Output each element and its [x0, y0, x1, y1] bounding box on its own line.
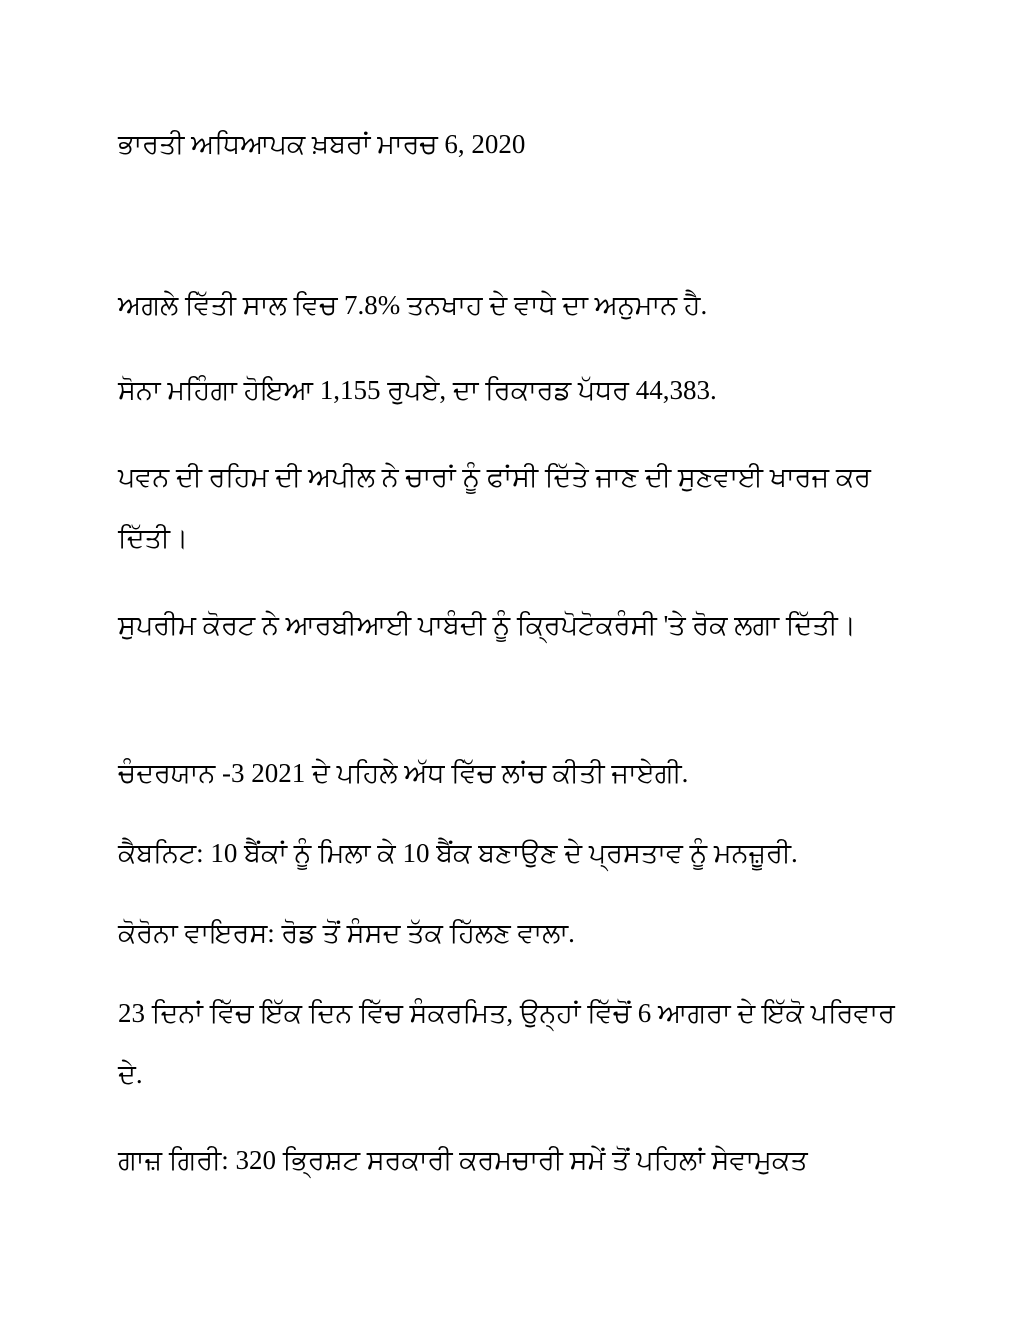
- news-item: ਪਵਨ ਦੀ ਰਹਿਮ ਦੀ ਅਪੀਲ ਨੇ ਚਾਰਾਂ ਨੂੰ ਫਾਂਸੀ ਦਿੱਤੇ ਜਾਣ ਦੀ ਸੁਣਵਾਈ ਖਾਰਜ ਕਰ ਦਿੱਤੀ।: [118, 462, 871, 553]
- news-item: ਕੈਬਨਿਟ: 10 ਬੈਂਕਾਂ ਨੂੰ ਮਿਲਾ ਕੇ 10 ਬੈਂਕ ਬਣਾਉਣ ਦੇ ਪ੍ਰਸਤਾਵ ਨੂੰ ਮਨਜ਼ੂਰੀ.: [118, 838, 798, 868]
- news-item: ਕੋਰੋਨਾ ਵਾਇਰਸ: ਰੋਡ ਤੋਂ ਸੰਸਦ ਤੱਕ ਹਿੱਲਣ ਵਾਲਾ.: [118, 918, 575, 948]
- news-item: 23 ਦਿਨਾਂ ਵਿੱਚ ਇੱਕ ਦਿਨ ਵਿੱਚ ਸੰਕਰਮਿਤ, ਉਨ੍ਹਾਂ ਵਿੱਚੋਂ 6 ਆਗਰਾ ਦੇ ਇੱਕੋ ਪਰਿਵਾਰ ਦੇ.: [118, 998, 895, 1089]
- news-item: ਸੁਪਰੀਮ ਕੋਰਟ ਨੇ ਆਰਬੀਆਈ ਪਾਬੰਦੀ ਨੂੰ ਕ੍ਰਿਪੋਟੋਕਰੰਸੀ 'ਤੇ ਰੋਕ ਲਗਾ ਦਿੱਤੀ।: [118, 610, 856, 640]
- news-item: ਸੋਨਾ ਮਹਿੰਗਾ ਹੋਇਆ 1,155 ਰੁਪਏ, ਦਾ ਰਿਕਾਰਡ ਪੱਧਰ 44,383.: [118, 375, 717, 405]
- news-item: ਚੰਦਰਯਾਨ -3 2021 ਦੇ ਪਹਿਲੇ ਅੱਧ ਵਿੱਚ ਲਾਂਚ ਕੀਤੀ ਜਾਏਗੀ.: [118, 758, 689, 788]
- news-item: ਗਾਜ਼ ਗਿਰੀ: 320 ਭ੍ਰਿਸ਼ਟ ਸਰਕਾਰੀ ਕਰਮਚਾਰੀ ਸਮੇਂ ਤੋਂ ਪਹਿਲਾਂ ਸੇਵਾਮੁਕਤ: [118, 1145, 808, 1175]
- document-title: ਭਾਰਤੀ ਅਧਿਆਪਕ ਖ਼ਬਰਾਂ ਮਾਰਚ 6, 2020: [118, 129, 526, 159]
- news-item: ਅਗਲੇ ਵਿੱਤੀ ਸਾਲ ਵਿਚ 7.8% ਤਨਖਾਹ ਦੇ ਵਾਧੇ ਦਾ ਅਨੁਮਾਨ ਹੈ.: [118, 290, 708, 320]
